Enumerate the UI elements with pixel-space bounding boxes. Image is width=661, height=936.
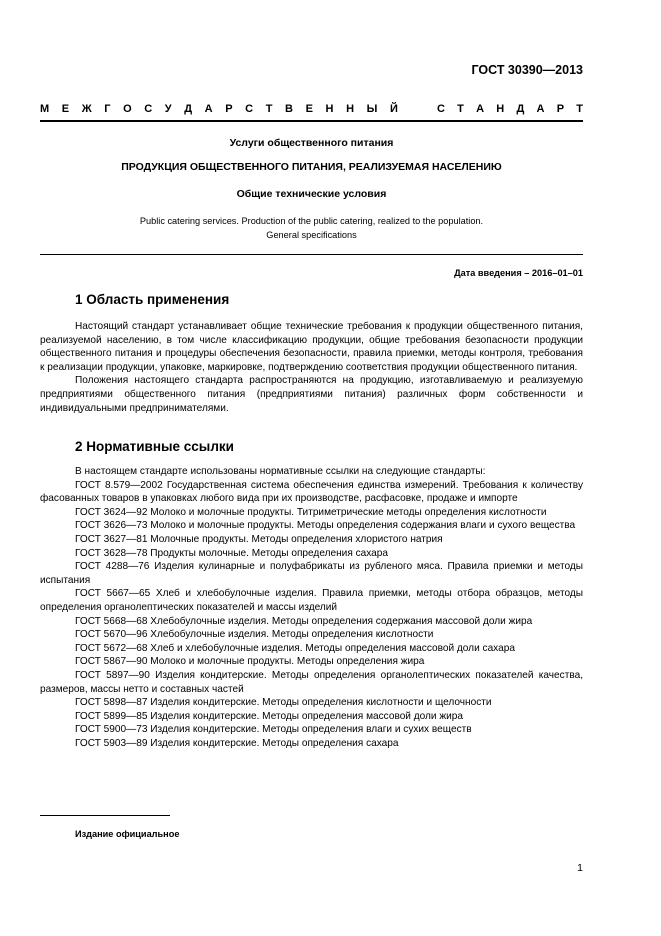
banner-letter: М <box>40 103 50 115</box>
reference-item: ГОСТ 5672—68 Хлеб и хлебобулочные изделия. Методы определения массовой доли сахара <box>75 642 515 654</box>
banner-letter: Е <box>305 103 313 115</box>
reference-item: ГОСТ 5903—89 Изделия кондитерские. Методы определения сахара <box>75 737 399 749</box>
banner-letter: Й <box>389 103 398 115</box>
reference-item: ГОСТ 5668—68 Хлебобулочные изделия. Методы определения содержания массовой доли жира <box>75 615 533 627</box>
english-title <box>40 215 583 242</box>
banner-word-interstate <box>40 103 398 115</box>
banner-letter: С <box>245 103 254 115</box>
section-1-paragraph: Настоящий стандарт устанавливает общие технические требования к продукции общественного питания, реализуемой населению, в том числе классификацию продукции, общие требования безопасности продукции общественного питания и процедуры обеспечения безопасности, правила приемки, методы контроля, требования к реализации продукции, упаковке, маркировке, подтверждению соответствия продукции общественного питания. <box>40 321 583 373</box>
banner-letter: Н <box>325 103 334 115</box>
official-edition-label: Издание официальное <box>75 829 180 839</box>
banner-letter: Т <box>457 103 464 115</box>
reference-item: ГОСТ 5670—96 Хлебобулочные изделия. Методы определения кислотности <box>75 629 434 641</box>
banner-letter: Н <box>346 103 355 115</box>
banner-letter: С <box>144 103 153 115</box>
banner-letter: Ы <box>366 103 378 115</box>
banner-word-standard <box>437 103 583 115</box>
section-1-body <box>40 320 583 415</box>
banner-letter: А <box>476 103 485 115</box>
reference-item: ГОСТ 3626—73 Молоко и молочные продукты. Методы определения содержания влаги и сухого вещества <box>75 520 576 532</box>
footer-divider <box>40 815 170 816</box>
english-title-line-2: General specifications <box>266 229 357 240</box>
banner-letter: У <box>164 103 172 115</box>
introduction-date: Дата введения – 2016–01–01 <box>454 268 583 278</box>
banner-letter: А <box>204 103 213 115</box>
banner-letter: Т <box>265 103 273 115</box>
title-divider <box>40 254 583 255</box>
banner-letter: Е <box>61 103 70 115</box>
reference-item: ГОСТ 3627—81 Молочные продукты. Методы определения хлористого натрия <box>75 533 443 545</box>
reference-item: ГОСТ 5900—73 Изделия кондитерские. Методы определения влаги и сухих веществ <box>75 724 472 736</box>
banner-letter: Г <box>104 103 111 115</box>
reference-item: ГОСТ 4288—76 Изделия кулинарные и полуфабрикаты из рубленого мяса. Правила приемки и методы испытания <box>40 561 583 586</box>
title-line-2: ПРОДУКЦИЯ ОБЩЕСТВЕННОГО ПИТАНИЯ, РЕАЛИЗУЕМАЯ НАСЕЛЕНИЮ <box>121 161 502 173</box>
title-line-3: Общие технические условия <box>236 188 387 200</box>
section-2-heading: 2 Нормативные ссылки <box>75 439 234 454</box>
banner-letter: Р <box>556 103 565 115</box>
banner-letter: А <box>536 103 545 115</box>
interstate-standard-banner <box>40 103 583 115</box>
banner-letter: Д <box>184 103 193 115</box>
english-title-line-1: Public catering services. Production of the public catering, realized to the population. <box>139 216 484 226</box>
banner-letter: В <box>285 103 293 115</box>
reference-item: ГОСТ 5897—90 Изделия кондитерские. Методы определения органолептических показателей качества, размеров, массы нетто и составных частей <box>40 669 583 695</box>
reference-item: ГОСТ 5667—65 Хлеб и хлебобулочные изделия. Правила приемки, методы отбора образцов, методы определения органолептических показателей и массы изделий <box>40 588 583 613</box>
page-number: 1 <box>577 862 583 874</box>
top-divider <box>40 120 583 122</box>
reference-item: ГОСТ 5898—87 Изделия кондитерские. Методы определения кислотности и щелочности <box>75 697 492 709</box>
reference-item: ГОСТ 3628—78 Продукты молочные. Методы определения сахара <box>75 547 389 559</box>
banner-letter: Ж <box>81 103 92 115</box>
banner-letter: Д <box>516 103 525 115</box>
section-2-body <box>40 465 583 750</box>
title-line-1: Услуги общественного питания <box>229 137 394 149</box>
standard-code: ГОСТ 30390—2013 <box>471 63 583 77</box>
reference-item: ГОСТ 5867—90 Молоко и молочные продукты. Методы определения жира <box>75 656 425 668</box>
banner-letter: Р <box>225 103 233 115</box>
section-1-paragraph: Положения настоящего стандарта распространяются на продукцию, изготавливаемую и реализуемую предприятиями общественного питания (предприятиями питания) различных форм собственности и индивидуальными предпринимателями. <box>40 375 583 414</box>
reference-item: ГОСТ 8.579—2002 Государственная система обеспечения единства измерений. Требования к количеству фасованных товаров в упаковках любого вида при их производстве, расфасовке, продаже и импорте <box>40 479 583 505</box>
reference-item: ГОСТ 3624—92 Молоко и молочные продукты. Титриметрические методы определения кислотности <box>75 506 547 518</box>
reference-item: ГОСТ 5899—85 Изделия кондитерские. Методы определения массовой доли жира <box>75 710 463 722</box>
banner-letter: О <box>123 103 132 115</box>
banner-letter: С <box>437 103 445 115</box>
banner-letter: Н <box>496 103 505 115</box>
references-intro: В настоящем стандарте использованы нормативные ссылки на следующие стандарты: <box>75 466 486 477</box>
section-1-heading: 1 Область применения <box>75 292 230 307</box>
banner-letter: Т <box>576 103 583 115</box>
